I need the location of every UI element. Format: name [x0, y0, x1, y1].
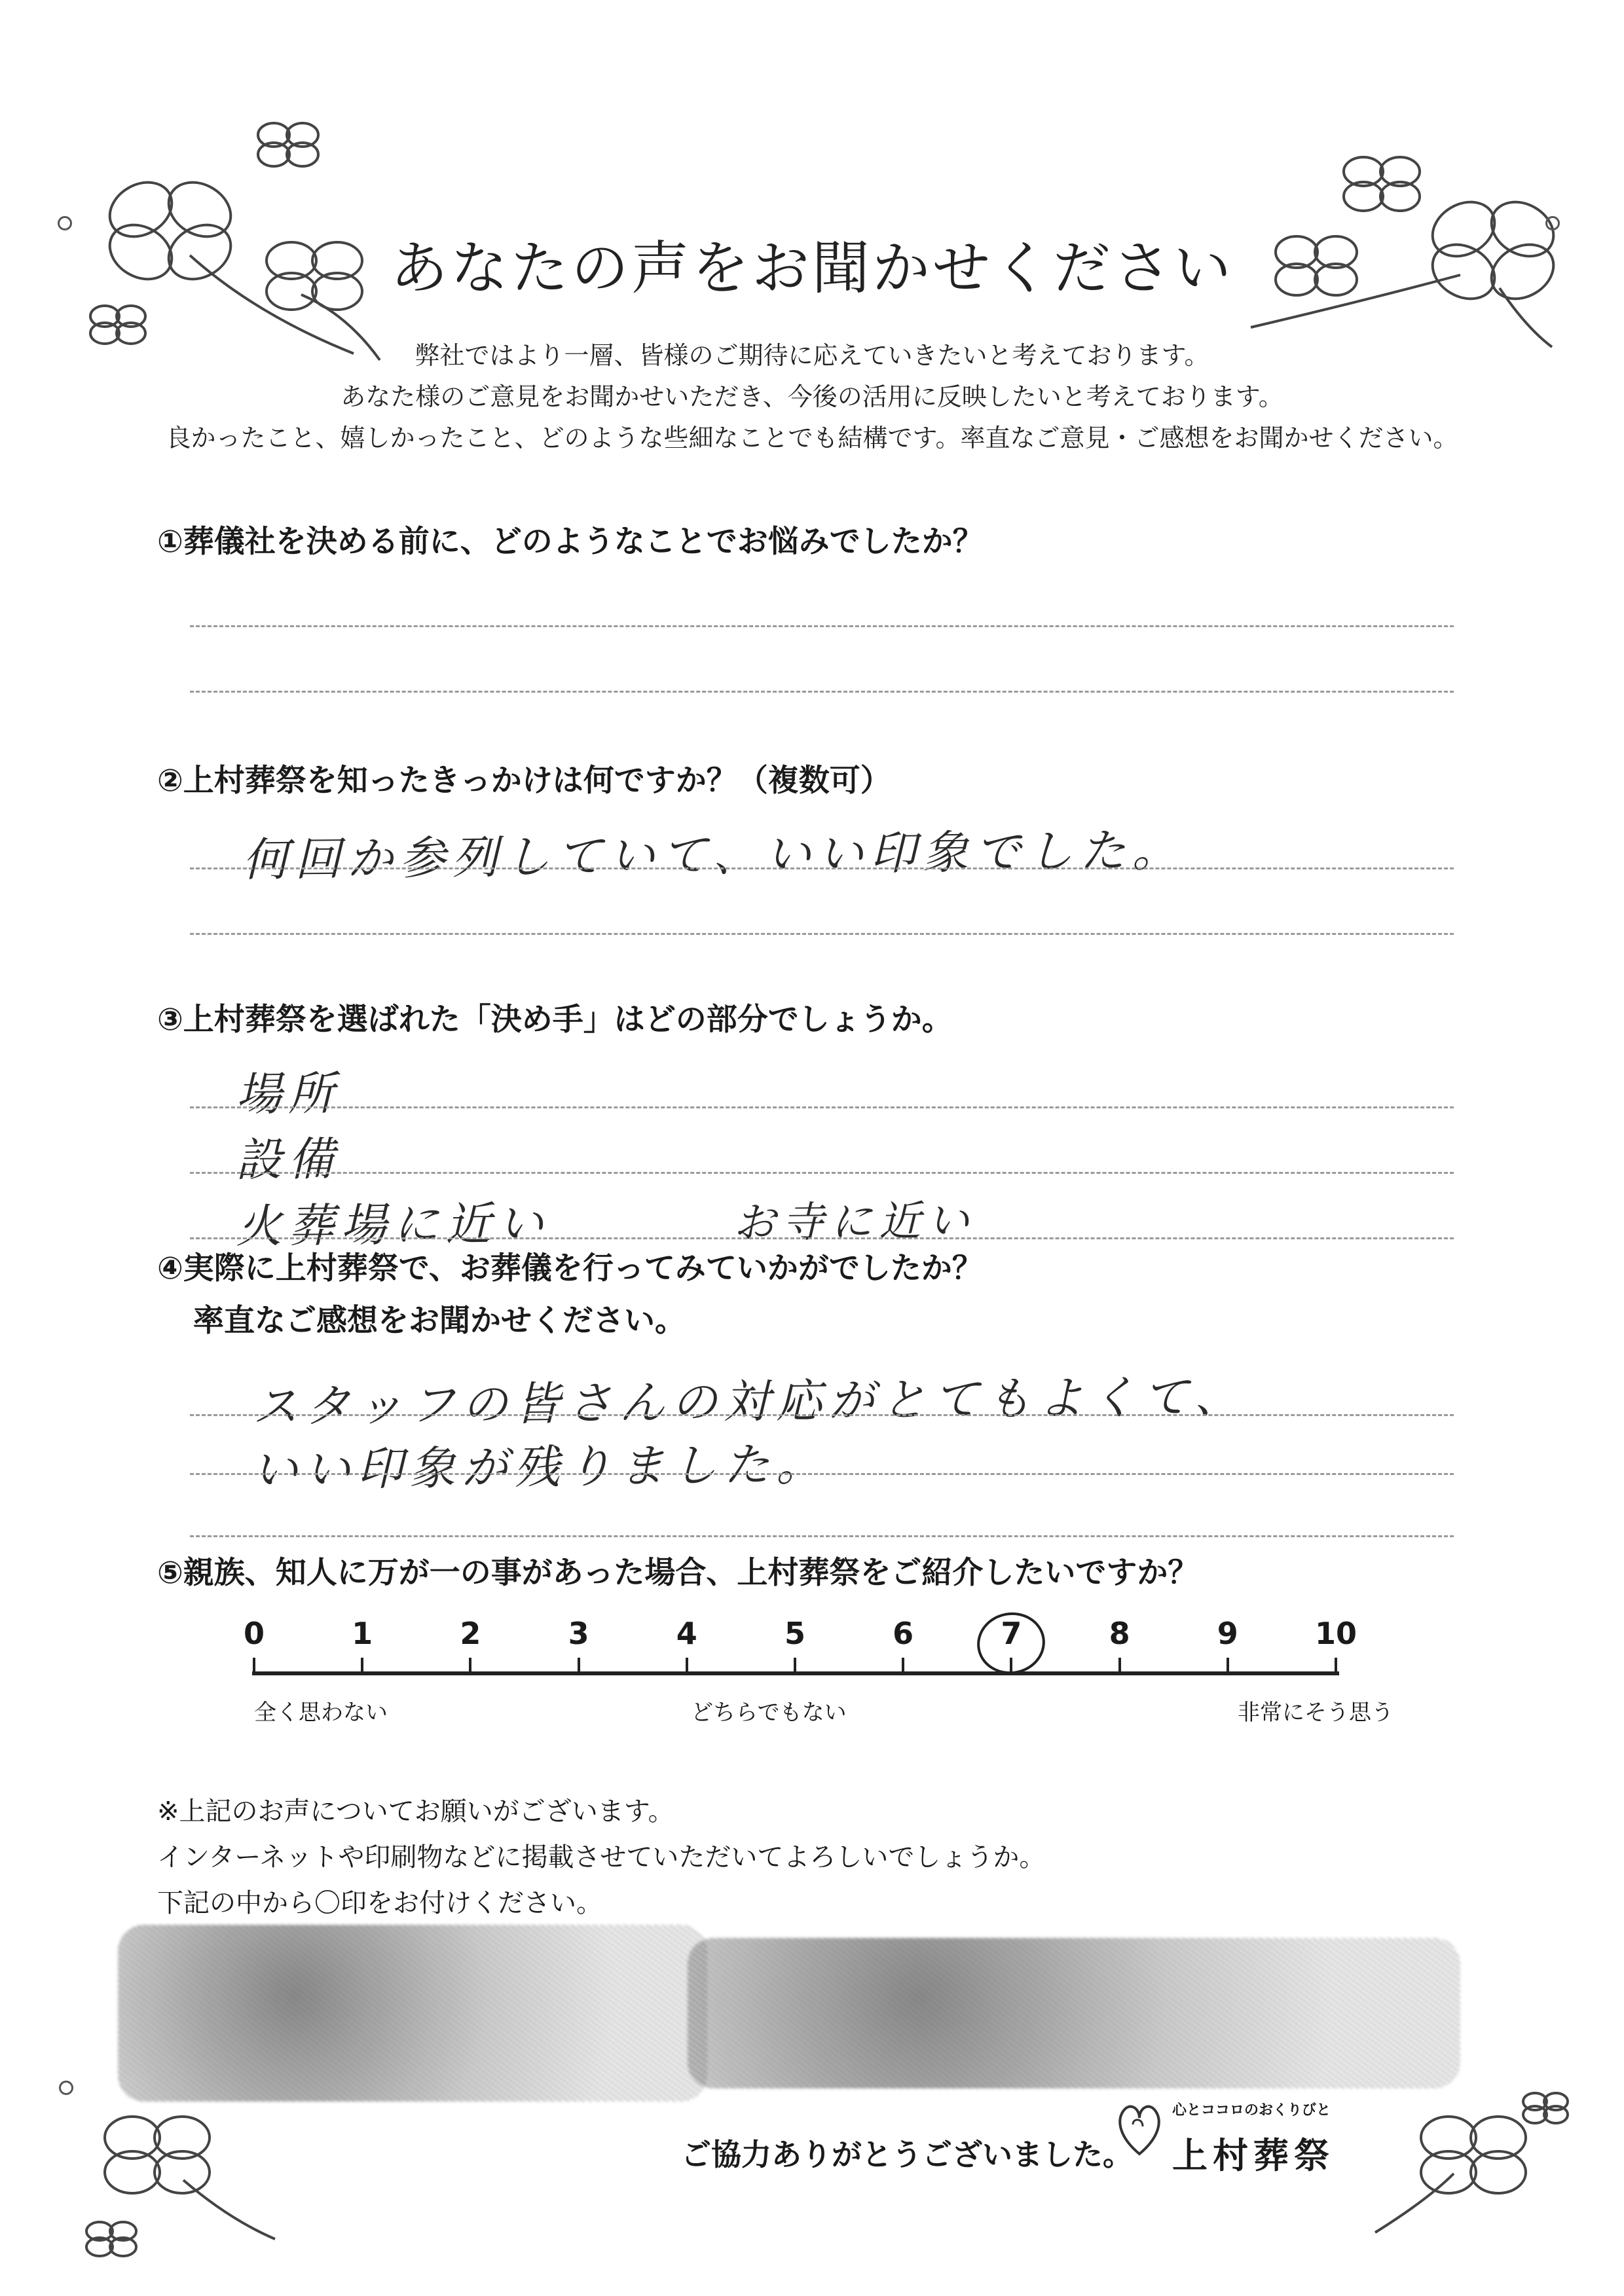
heart-logo-icon [1113, 2095, 1166, 2160]
intro-line-3: 良かったこと、嬉しかったこと、どのような些細なことでも結構です。率直なご意見・ご感想をお聞かせください。 [166, 424, 1458, 452]
logo-tagline: 心とココロのおくりびと [1172, 2102, 1331, 2119]
scale-number-10[interactable]: 10 [1314, 1616, 1357, 1651]
scale-number-6[interactable]: 6 [893, 1616, 914, 1651]
note-line-2: インターネットや印刷物などに掲載させていただいてよろしいでしょうか。 [157, 1842, 1046, 1872]
question-1: ①葬儀社を決める前に、どのようなことでお悩みでしたか？ [157, 524, 984, 560]
note-line-1: ※上記のお声についてお願いがございます。 [157, 1796, 674, 1827]
dot-decoration [59, 2081, 73, 2095]
note-line-3: 下記の中から〇印をお付けください。 [157, 1888, 602, 1918]
scale-tick [361, 1658, 363, 1673]
intro-line-1: 弊社ではより一層、皆様のご期待に応えていきたいと考えております。 [415, 341, 1209, 370]
answer-3-item: 場所 [235, 1066, 341, 1121]
scale-number-4[interactable]: 4 [676, 1616, 697, 1651]
question-3: ③上村葬祭を選ばれた「決め手」はどの部分でしょうか。 [157, 1002, 953, 1038]
answer-line [190, 691, 1454, 693]
question-4-sub: 率直なご感想をお聞かせください。 [193, 1303, 686, 1339]
answer-line [190, 1473, 1454, 1475]
question-5: ⑤親族、知人に万が一の事があった場合、上村葬祭をご紹介したいですか？ [157, 1555, 1199, 1591]
redacted-area [688, 1938, 1460, 2088]
answer-line [190, 933, 1454, 935]
thanks-message: ご協力ありがとうございました。 [681, 2137, 1133, 2172]
scale-number-7[interactable]: 7 [1001, 1616, 1022, 1651]
scale-tick [253, 1658, 255, 1673]
intro-line-2: あなた様のご意見をお聞かせいただき、今後の活用に反映したいと考えております。 [341, 382, 1283, 411]
answer-3-item: お寺に近い [733, 1197, 976, 1248]
answer-3-item: 火葬場に近い [235, 1196, 551, 1254]
answer-line [190, 1172, 1454, 1174]
scale-number-3[interactable]: 3 [568, 1616, 589, 1651]
scale-number-5[interactable]: 5 [784, 1616, 805, 1651]
answer-4-line: いい印象が残りました。 [251, 1437, 829, 1497]
redacted-area [118, 1925, 707, 2102]
scale-tick [578, 1658, 580, 1673]
scale-number-9[interactable]: 9 [1217, 1616, 1238, 1651]
answer-2: 何回か参列していて、いい印象でした。 [242, 823, 1185, 887]
scale-tick [686, 1658, 688, 1673]
scale-tick [469, 1658, 471, 1673]
clover-decoration-bottom-right [1362, 2069, 1578, 2265]
answer-line [190, 1535, 1454, 1537]
scale-tick [794, 1658, 796, 1673]
question-4: ④実際に上村葬祭で、お葬儀を行ってみていかがでしたか？ [157, 1250, 983, 1286]
scale-tick [902, 1658, 904, 1673]
answer-line [190, 867, 1454, 869]
scale-number-1[interactable]: 1 [352, 1616, 373, 1651]
page-title: あなたの声をお聞かせください [390, 234, 1234, 302]
scale-number-0[interactable]: 0 [243, 1616, 265, 1651]
selected-rating-circle [972, 1607, 1050, 1679]
clover-decoration-bottom-left [59, 2075, 295, 2272]
answer-line [190, 1106, 1454, 1108]
answer-4-line: スタッフの皆さんの対応がとてもよくて、 [251, 1370, 1247, 1434]
scale-tick [1118, 1658, 1121, 1673]
scale-number-8[interactable]: 8 [1109, 1616, 1130, 1651]
scale-label-low: 全く思わない [254, 1700, 388, 1726]
answer-line [190, 625, 1454, 627]
answer-line [190, 1237, 1454, 1239]
answer-line [190, 1414, 1454, 1416]
scale-tick [1335, 1658, 1337, 1673]
scale-number-2[interactable]: 2 [460, 1616, 481, 1651]
answer-3-item: 設備 [235, 1132, 341, 1187]
question-2: ②上村葬祭を知ったきっかけは何ですか？（複数可） [157, 763, 891, 799]
scale-label-high: 非常にそう思う [1238, 1700, 1393, 1726]
logo-name: 上村葬祭 [1172, 2135, 1335, 2176]
scale-tick [1227, 1658, 1229, 1673]
scale-label-mid: どちらでもない [691, 1700, 847, 1726]
